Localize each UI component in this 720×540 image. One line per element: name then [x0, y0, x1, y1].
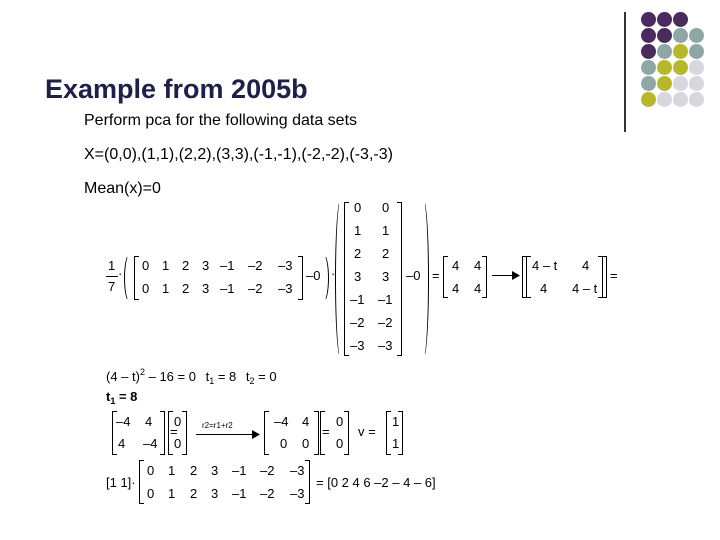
eig-22: –4	[143, 436, 158, 451]
v-bracket-open	[386, 411, 391, 455]
zero-1: 0	[174, 414, 182, 429]
decor-dot	[641, 44, 656, 59]
bullet-text-3: Mean(x)=0	[84, 180, 161, 197]
decor-dot	[673, 60, 688, 75]
red-12: 4	[302, 414, 310, 429]
zero2-2: 0	[336, 436, 344, 451]
decor-dot	[641, 28, 656, 43]
transposed-cell: –3	[378, 338, 393, 353]
proj-cell: –1	[232, 486, 247, 501]
transposed-cell: –2	[378, 315, 393, 330]
cov-bracket-close	[482, 256, 487, 298]
t1-line: $t_1 = 8$	[106, 389, 138, 406]
red-bracket-open	[264, 411, 269, 455]
equals-1: =	[432, 268, 440, 283]
proj-cell: 1	[168, 463, 176, 478]
dot-operator-2: ·	[331, 266, 336, 281]
proj-cell: 0	[147, 486, 155, 501]
char-equation: (4 – t)$^2$ – 16 = 0 $t_1 = 8$ $t_2 = 0$	[106, 367, 277, 386]
transposed-cell: 0	[354, 200, 362, 215]
transposed-cell: 3	[354, 269, 362, 284]
eig-21: 4	[118, 436, 126, 451]
eig-12: 4	[145, 414, 153, 429]
decor-dot	[657, 44, 672, 59]
bracket-close	[298, 256, 303, 300]
long-arrow-shaft	[492, 275, 514, 276]
data-cell: 1	[162, 258, 170, 273]
proj-row-vector: [1 1]·	[106, 475, 136, 490]
proj-cell: –1	[232, 463, 247, 478]
transposed-cell: 2	[382, 246, 390, 261]
red-bracket-close	[314, 411, 319, 455]
transposed-cell: 1	[354, 223, 362, 238]
data-cell: 1	[162, 281, 170, 296]
proj-bracket-open	[139, 460, 144, 504]
arrow-head-icon	[512, 271, 520, 280]
row-op-label: r2=r1+r2	[202, 421, 233, 430]
dot-operator: ·	[118, 266, 123, 281]
char-21: 4	[540, 281, 548, 296]
red-22: 0	[302, 436, 310, 451]
proj-cell: 1	[168, 486, 176, 501]
zero2-1: 0	[336, 414, 344, 429]
red-21: 0	[280, 436, 288, 451]
cov-21: 4	[452, 281, 460, 296]
decor-dot	[657, 92, 672, 107]
decor-dot	[689, 44, 704, 59]
slide-title: Example from 2005b	[45, 74, 308, 104]
v-1: 1	[392, 414, 400, 429]
proj-cell: 3	[211, 463, 219, 478]
bullet-text-2: X=(0,0),(1,1),(2,2),(3,3),(-1,-1),(-2,-2),(-3,-3)	[84, 146, 393, 163]
transposed-cell: 3	[382, 269, 390, 284]
decor-dot	[673, 76, 688, 91]
decor-dot	[689, 76, 704, 91]
decor-dot	[689, 28, 704, 43]
decor-dot	[673, 12, 688, 27]
data-cell: 3	[202, 281, 210, 296]
bullet-text-1: Perform pca for the following data sets	[84, 112, 358, 129]
proj-cell: 2	[190, 486, 198, 501]
char-bracket-open-inner	[526, 256, 531, 298]
transposed-cell: –2	[350, 315, 365, 330]
zero-bracket-close	[182, 411, 187, 455]
decor-dot	[657, 60, 672, 75]
data-cell: 0	[142, 281, 150, 296]
cov-bracket-open	[443, 256, 448, 298]
proj-cell: 2	[190, 463, 198, 478]
decor-dot	[641, 60, 656, 75]
minus-zero-1: –0	[306, 268, 321, 283]
bracket-close-2	[397, 202, 402, 356]
data-cell: 2	[182, 281, 190, 296]
data-cell: –3	[278, 258, 293, 273]
proj-result: = [0 2 4 6 –2 – 4 – 6]	[316, 475, 436, 490]
proj-cell: –3	[290, 463, 305, 478]
decor-dot	[641, 92, 656, 107]
decor-dot	[689, 60, 704, 75]
decor-dot	[657, 76, 672, 91]
decor-dot	[657, 28, 672, 43]
bracket-open-2	[344, 202, 349, 356]
data-cell: 2	[182, 258, 190, 273]
red-11: –4	[274, 414, 289, 429]
char-22: 4 – t	[572, 281, 598, 296]
cov-12: 4	[474, 258, 482, 273]
paren-close	[318, 254, 329, 302]
decor-divider-line	[624, 12, 626, 132]
decor-dot	[641, 76, 656, 91]
transposed-cell: –1	[350, 292, 365, 307]
zero2-bracket-close	[344, 411, 349, 455]
proj-cell: –3	[290, 486, 305, 501]
frac-denominator: 7	[108, 279, 116, 294]
red-equals: =	[322, 424, 330, 439]
v-bracket-close	[398, 411, 403, 455]
cov-11: 4	[452, 258, 460, 273]
decor-dot	[673, 44, 688, 59]
data-cell: 3	[202, 258, 210, 273]
eig-11: –4	[116, 414, 131, 429]
transposed-cell: 0	[382, 200, 390, 215]
v-label: v =	[358, 424, 376, 439]
char-12: 4	[582, 258, 590, 273]
proj-cell: 0	[147, 463, 155, 478]
v-2: 1	[392, 436, 400, 451]
zero-2: 0	[174, 436, 182, 451]
eig-equals: =	[170, 424, 178, 439]
data-cell: 0	[142, 258, 150, 273]
data-cell: –1	[220, 258, 235, 273]
data-cell: –1	[220, 281, 235, 296]
proj-cell: –2	[260, 486, 275, 501]
row-op-arrow-head-icon	[252, 430, 260, 439]
decor-dot	[689, 92, 704, 107]
frac-bar	[106, 276, 118, 277]
char-bracket-close-outer	[602, 256, 607, 298]
data-cell: –2	[248, 281, 263, 296]
row-op-arrow-shaft	[196, 434, 254, 435]
proj-cell: 3	[211, 486, 219, 501]
decor-dot	[657, 12, 672, 27]
equals-2: =	[610, 268, 618, 283]
char-11: 4 – t	[532, 258, 558, 273]
transposed-cell: 1	[382, 223, 390, 238]
paren-close-2	[418, 200, 429, 358]
decor-dot	[673, 92, 688, 107]
proj-bracket-close	[305, 460, 310, 504]
bracket-open	[134, 256, 139, 300]
eig-bracket-close	[160, 411, 165, 455]
decor-dot	[641, 12, 656, 27]
transposed-cell: 2	[354, 246, 362, 261]
data-cell: –3	[278, 281, 293, 296]
data-cell: –2	[248, 258, 263, 273]
minus-zero-2: –0	[406, 268, 421, 283]
cov-22: 4	[474, 281, 482, 296]
frac-numerator: 1	[108, 258, 116, 273]
transposed-cell: –1	[378, 292, 393, 307]
proj-cell: –2	[260, 463, 275, 478]
decor-dot	[673, 28, 688, 43]
transposed-cell: –3	[350, 338, 365, 353]
